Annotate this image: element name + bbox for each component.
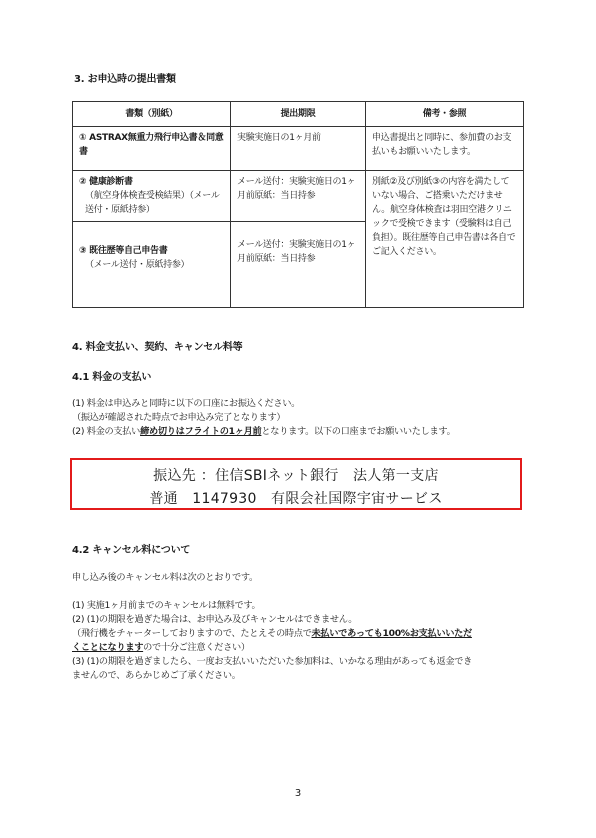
cancel-note-emphasis-cont: くことになります: [72, 642, 144, 653]
table-row: [73, 171, 524, 222]
cancel-item-3-line-2: ませんので、あらかじめご了承ください。: [72, 670, 241, 681]
table-cell-deadline: 実験実施日の1ヶ月前: [231, 127, 366, 171]
table-row: [73, 127, 524, 171]
submission-documents-table: [72, 101, 524, 308]
document-title: ③ 既往歴等自己申告書: [79, 246, 168, 256]
table-cell-remarks: 申込書提出と同時に、参加費のお支払いもお願いいたします。: [366, 127, 524, 171]
payment-line-3-suffix: となります。以下の口座までお願いいたします。: [261, 426, 456, 437]
table-header-documents: 書類（別紙）: [73, 102, 231, 127]
page-number: 3: [294, 788, 302, 799]
table-cell-document: [73, 171, 231, 222]
table-header-remarks: 備考・参照: [366, 102, 524, 127]
document-title: ② 健康診断書: [79, 177, 133, 187]
cancel-note-emphasis: 未払いであっても100%お支払いいただ: [311, 628, 472, 639]
table-cell-document: [73, 127, 231, 171]
cancel-item-1: (1) 実施1ヶ月前までのキャンセルは無料です。: [72, 600, 261, 611]
cancel-note-prefix: （飛行機をチャーターしておりますので、たとえその時点で: [72, 628, 312, 639]
cancel-intro: 申し込み後のキャンセル料は次のとおりです。: [72, 572, 258, 583]
table-header-row: [73, 102, 524, 127]
payment-line-2: （振込が確認された時点でお申込み完了となります）: [72, 412, 286, 423]
table-cell-deadline: メール送付：実験実施日の1ヶ月前原紙：当日持参: [231, 171, 366, 222]
payment-line-3-prefix: (2) 料金の支払い: [72, 426, 141, 437]
section-4-1-heading: 4.1 料金の支払い: [72, 372, 152, 383]
bank-account-box: [70, 458, 522, 510]
table-cell-document: [73, 222, 231, 308]
section-3-heading: 3. お申込時の提出書類: [74, 74, 176, 85]
cancel-note-suffix: ので十分ご注意ください）: [143, 642, 250, 653]
document-subtitle: （航空身体検査受検結果）（メール送付・原紙持参）: [85, 191, 220, 215]
table-header-deadline: 提出期限: [231, 102, 366, 127]
section-4-2-heading: 4.2 キャンセル料について: [72, 545, 191, 556]
payment-line-1: (1) 料金は申込みと同時に以下の口座にお振込ください。: [72, 398, 301, 409]
payment-deadline-emphasis: 締め切りはフライトの1ヶ月前: [140, 426, 262, 437]
table-cell-remarks: 別紙②及び別紙③の内容を満たしていない場合、ご搭乗いただけません。航空身体検査は羽田空港クリニックで受検できます（受験料は自己負担）。既往歴等自己申告書は各自でご記入ください。: [366, 171, 524, 308]
payment-line-3: [72, 425, 455, 439]
cancel-item-2-note: [72, 627, 472, 641]
cancel-item-2-note-cont: [72, 641, 250, 655]
section-4-heading: 4. 料金支払い、契約、キャンセル料等: [72, 342, 243, 353]
cancel-item-2: (2) (1)の期限を過ぎた場合は、お申込み及びキャンセルはできません。: [72, 614, 358, 625]
cancel-item-3-line-1: (3) (1)の期限を過ぎましたら、一度お支払いいただいた参加料は、いかなる理由があっても返金でき: [72, 656, 473, 667]
bank-name-line: 振込先 ：住信SBIネット銀行 法人第一支店: [153, 468, 439, 484]
bank-account-line: 普通 1147930 有限会社国際宇宙サービス: [149, 491, 443, 507]
table-cell-deadline: メール送付：実験実施日の1ヶ月前原紙：当日持参: [231, 222, 366, 308]
document-title: ① ASTRAX無重力飛行申込書＆同意書: [79, 133, 224, 157]
document-subtitle: （メール送付・原紙持参）: [85, 260, 190, 270]
